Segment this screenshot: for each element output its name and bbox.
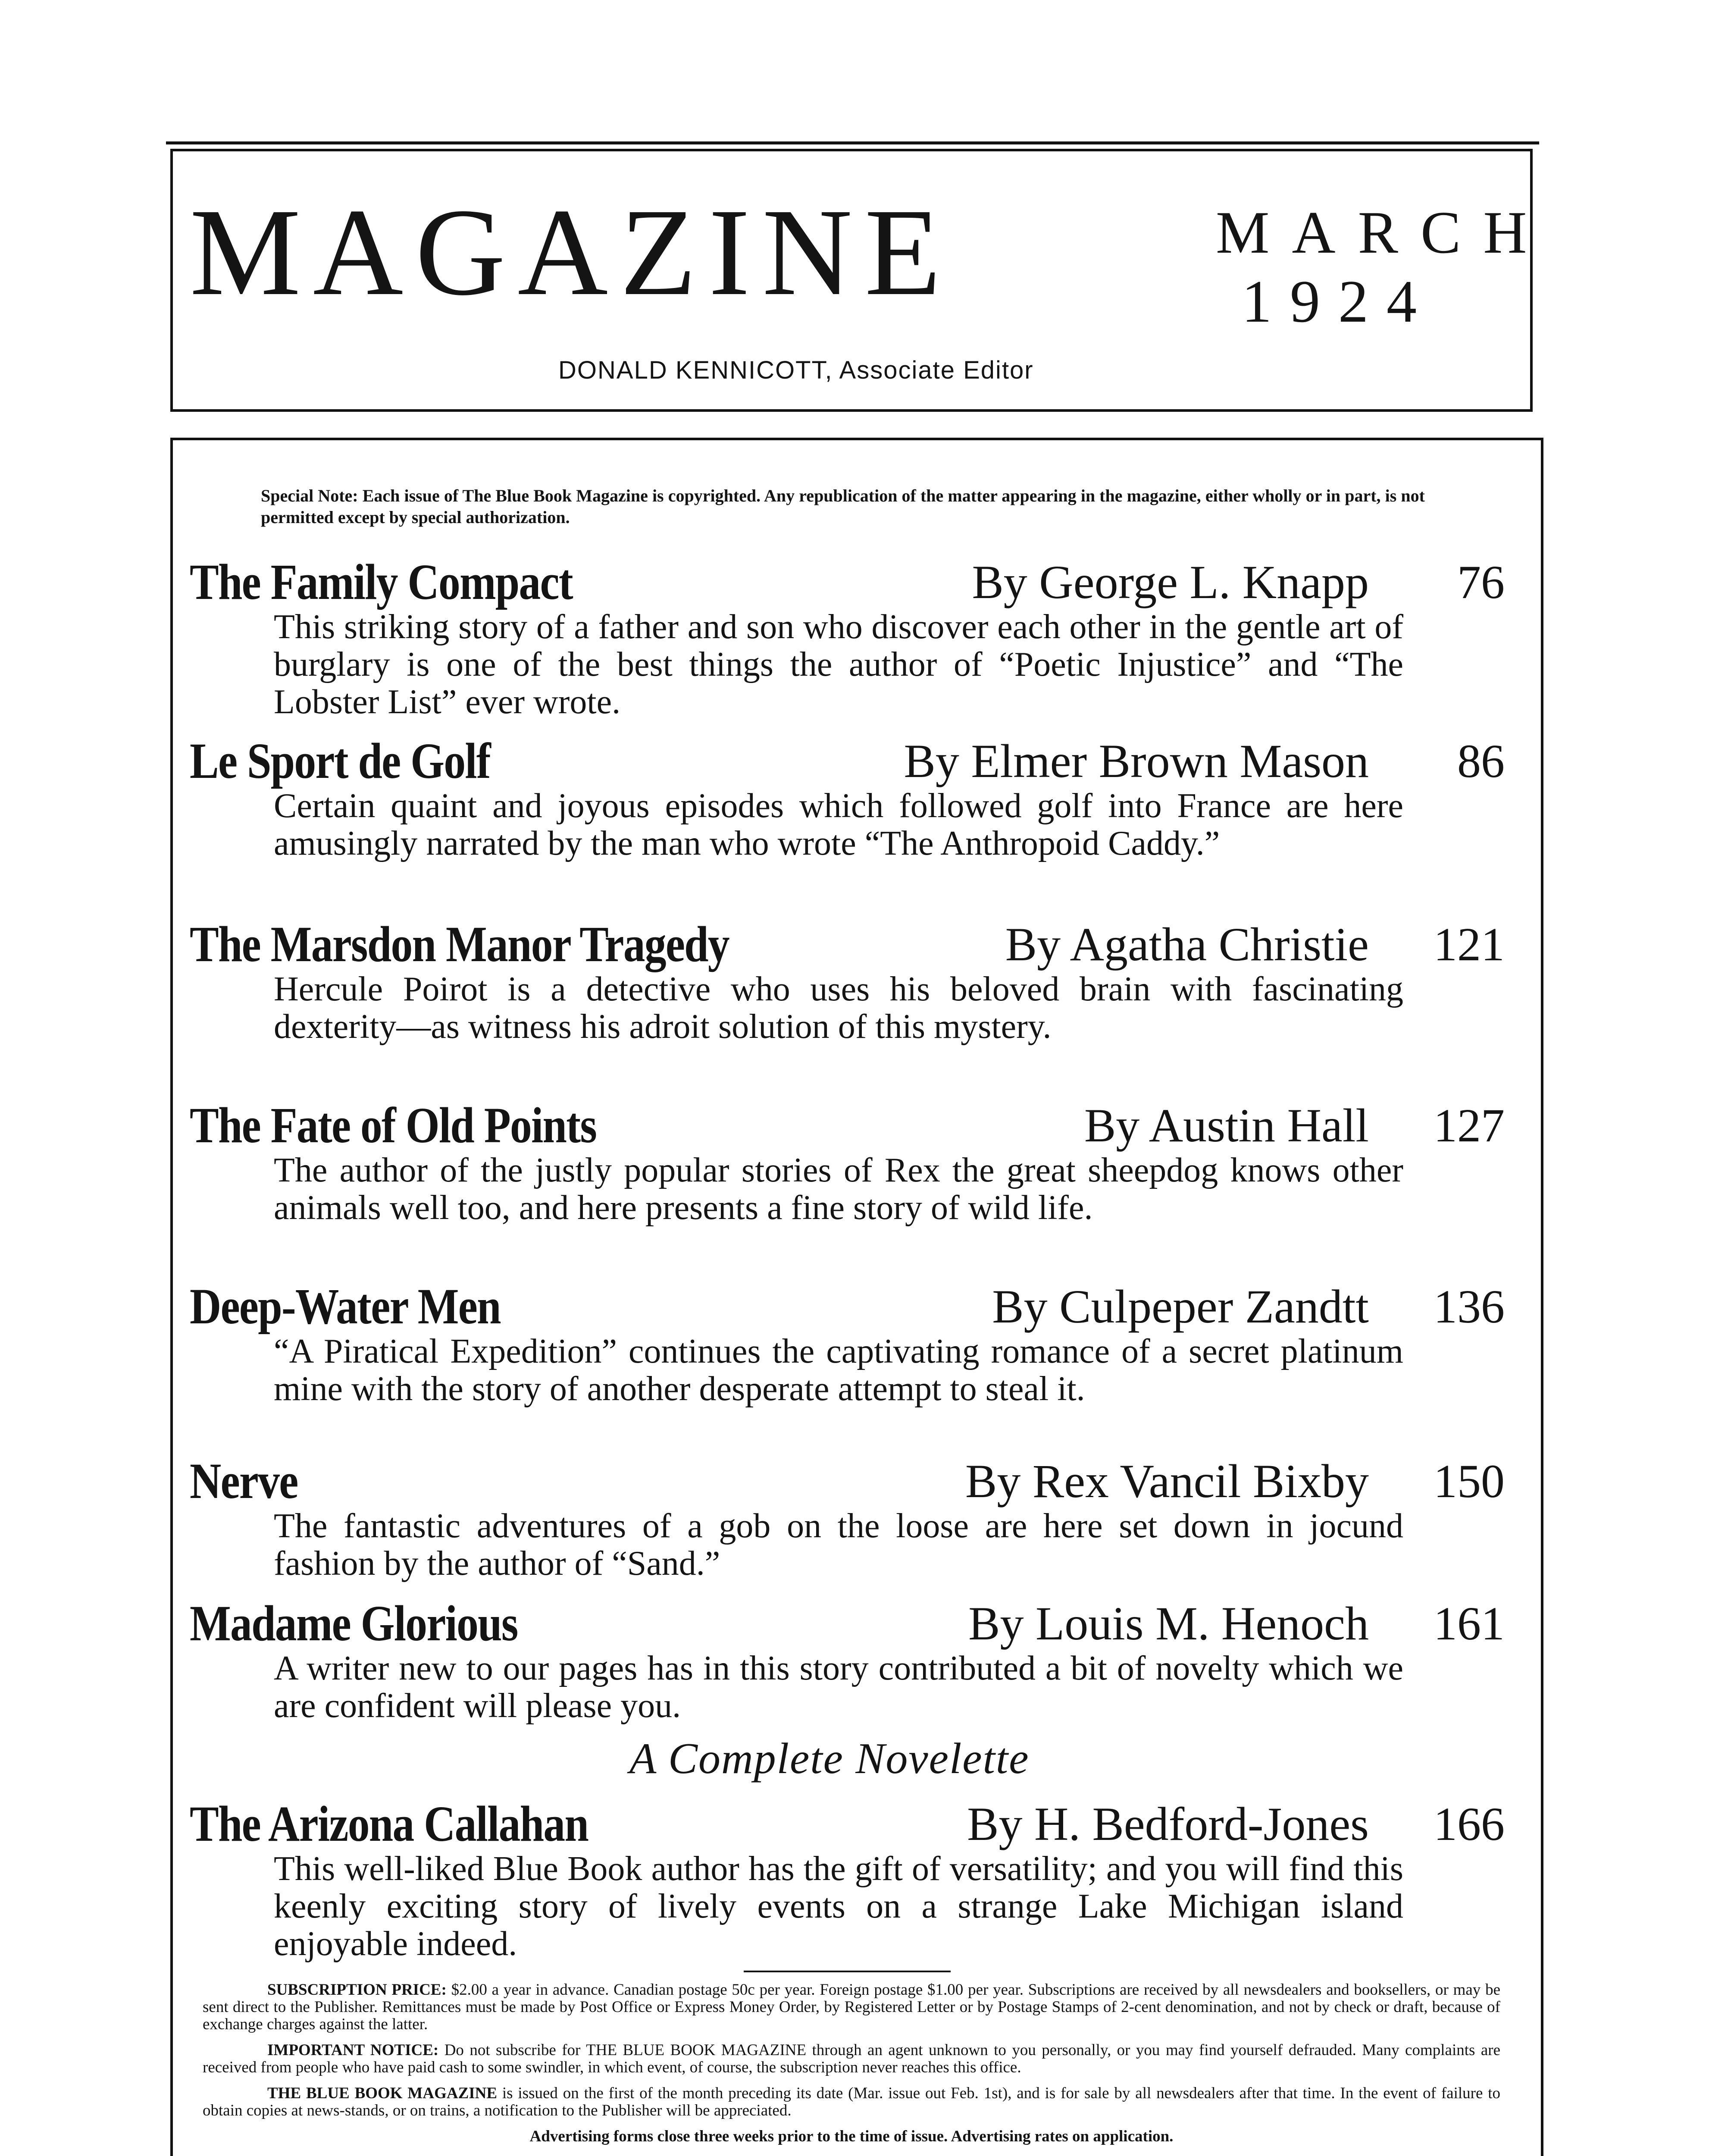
story-title: The Marsdon Manor Tragedy <box>190 916 729 972</box>
story-page-number: 86 <box>1457 735 1505 787</box>
story-page-number: 121 <box>1434 918 1505 971</box>
story-author: By Culpeper Zandtt <box>992 1280 1369 1333</box>
story-author: By H. Bedford-Jones <box>967 1798 1369 1850</box>
story-description: This striking story of a father and son who discover each other in the gentle art of burglary is one of the best things the author of “Poetic Injustice” and “The Lobster List” ever wrote. <box>274 608 1403 721</box>
contents-entry <box>190 729 1505 862</box>
contents-entry <box>190 1449 1505 1583</box>
story-description: This well-liked Blue Book author has the gift of versatility; and you will find this keenly exciting story of lively events on a strange Lake Michigan island enjoyable indeed. <box>274 1850 1403 1963</box>
story-title: The Fate of Old Points <box>190 1097 597 1153</box>
story-description: “A Piratical Expedition” continues the captivating romance of a secret platinum mine with the story of another desperate attempt to steal it. <box>274 1332 1403 1408</box>
important-notice: IMPORTANT NOTICE: Do not subscribe for THE BLUE BOOK MAGAZINE through an agent unknown to you personally, or you may find yourself defrauded. Many complaints are received from people who have paid cash to some swindler, in which event, of course, the subscription never reaches this office. <box>203 2041 1501 2076</box>
story-author: By Rex Vancil Bixby <box>965 1455 1369 1507</box>
story-description: The author of the justly popular stories of Rex the great sheepdog knows other animals well too, and here presents a fine story of wild life. <box>274 1151 1403 1227</box>
contents-entry <box>190 1093 1505 1227</box>
story-author: By Austin Hall <box>1084 1099 1369 1152</box>
story-title: The Arizona Callahan <box>190 1796 588 1852</box>
contents-entry <box>190 1591 1505 1725</box>
story-description: A writer new to our pages has in this story contributed a bit of novelty which we are confident will please you. <box>274 1649 1403 1725</box>
story-page-number: 166 <box>1434 1798 1505 1850</box>
top-rule-outer <box>166 141 1539 144</box>
story-author: By Elmer Brown Mason <box>904 735 1369 787</box>
contents-entry <box>190 1274 1505 1408</box>
story-description: The fantastic adventures of a gob on the loose are here set down in jocund fashion by the author of “Sand.” <box>274 1507 1403 1583</box>
story-page-number: 76 <box>1457 556 1505 608</box>
story-author: By Agatha Christie <box>1005 918 1369 971</box>
story-title: The Family Compact <box>190 554 573 610</box>
story-title: Le Sport de Golf <box>190 733 490 789</box>
issue-year: 1924 <box>1242 268 1435 335</box>
story-author: By Louis M. Henoch <box>968 1597 1369 1650</box>
story-description: Certain quaint and joyous episodes which followed golf into France are here amusingly narrated by the man who wrote “The Anthropoid Caddy.” <box>274 787 1403 862</box>
novelette-entry <box>190 1792 1505 1963</box>
special-note: Special Note: Each issue of The Blue Book Magazine is copyrighted. Any republication of the matter appearing in the magazine, either wholly or in part, is not permitted except by special authorization. <box>261 486 1425 527</box>
story-title: Madame Glorious <box>190 1595 518 1651</box>
subscription-notice: SUBSCRIPTION PRICE: $2.00 a year in advance. Canadian postage 50c per year. Foreign postage $1.00 per year. Subscriptions are received by all newsdealers and booksellers, or may be sent direct to the Publisher. Remittances must be made by Post Office or Express Money Order, by Registered Letter or by Postage Stamps of 2-cent denomination, and not by check or draft, because of exchange charges against the latter. <box>203 1981 1501 2033</box>
story-author: By George L. Knapp <box>972 556 1369 608</box>
issue-notice: THE BLUE BOOK MAGAZINE is issued on the first of the month preceding its date (Mar. issue out Feb. 1st), and is for sale by all newsdealers after that time. In the event of failure to obtain copies at news-stands, or on trains, a notification to the Publisher will be appreciated. <box>203 2084 1501 2119</box>
issue-month: MARCH <box>1216 199 1549 266</box>
story-page-number: 161 <box>1434 1597 1505 1650</box>
divider <box>744 1971 951 1972</box>
advertising-notice: Advertising forms close three weeks prior to the time of issue. Advertising rates on application. <box>529 2128 1174 2145</box>
contents-entry <box>190 550 1505 721</box>
associate-editor-credit: DONALD KENNICOTT, Associate Editor <box>558 356 1034 384</box>
story-page-number: 136 <box>1434 1280 1505 1333</box>
novelette-heading: A Complete Novelette <box>629 1734 1030 1783</box>
story-description: Hercule Poirot is a detective who uses his beloved brain with fascinating dexterity—as witness his adroit solution of this mystery. <box>274 970 1403 1046</box>
publication-notices <box>203 1981 1500 2154</box>
contents-entry <box>190 912 1505 1046</box>
story-title: Nerve <box>190 1453 298 1509</box>
masthead-title: MAGAZINE <box>190 183 953 321</box>
story-title: Deep-Water Men <box>190 1278 501 1335</box>
story-page-number: 127 <box>1434 1099 1505 1152</box>
story-page-number: 150 <box>1434 1455 1505 1507</box>
